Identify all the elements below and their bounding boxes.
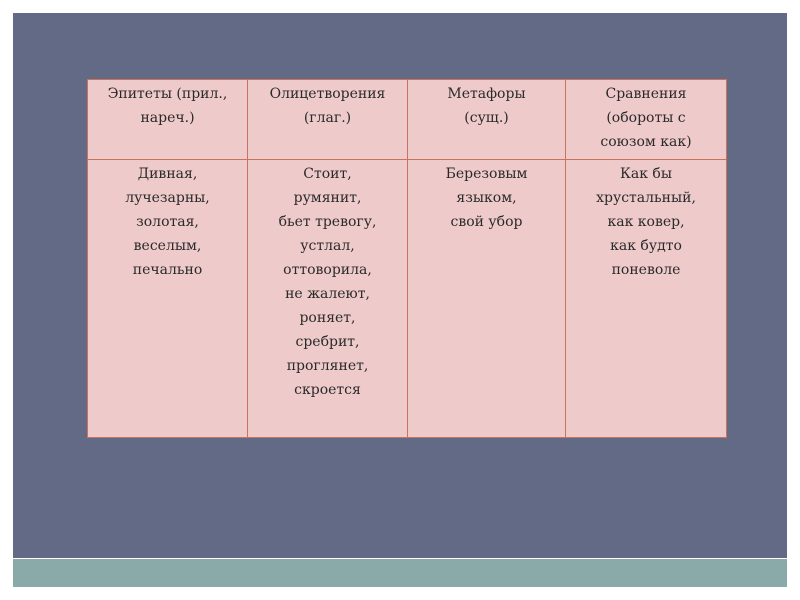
table-row [88, 160, 727, 438]
header-epithets: Эпитеты (прил., нареч.) [88, 80, 248, 160]
footer-bar [13, 559, 787, 587]
cell-metaphors: Березовым языком, свой убор [408, 160, 566, 438]
header-personifications: Олицетворения (глаг.) [248, 80, 408, 160]
slide [13, 13, 787, 587]
header-metaphors: Метафоры (сущ.) [408, 80, 566, 160]
slide-background [13, 13, 787, 558]
table-header-row [88, 80, 727, 160]
cell-comparisons: Как бы хрустальный, как ковер, как будто поневоле [566, 160, 727, 438]
header-comparisons: Сравнения (обороты с союзом как) [566, 80, 727, 160]
cell-personifications: Стоит, румянит, бьет тревогу, устлал, оттоворила, не жалеют, роняет, сребрит, проглянет, скроется [248, 160, 408, 438]
cell-epithets: Дивная, лучезарны, золотая, веселым, печально [88, 160, 248, 438]
literary-devices-table [87, 79, 727, 438]
